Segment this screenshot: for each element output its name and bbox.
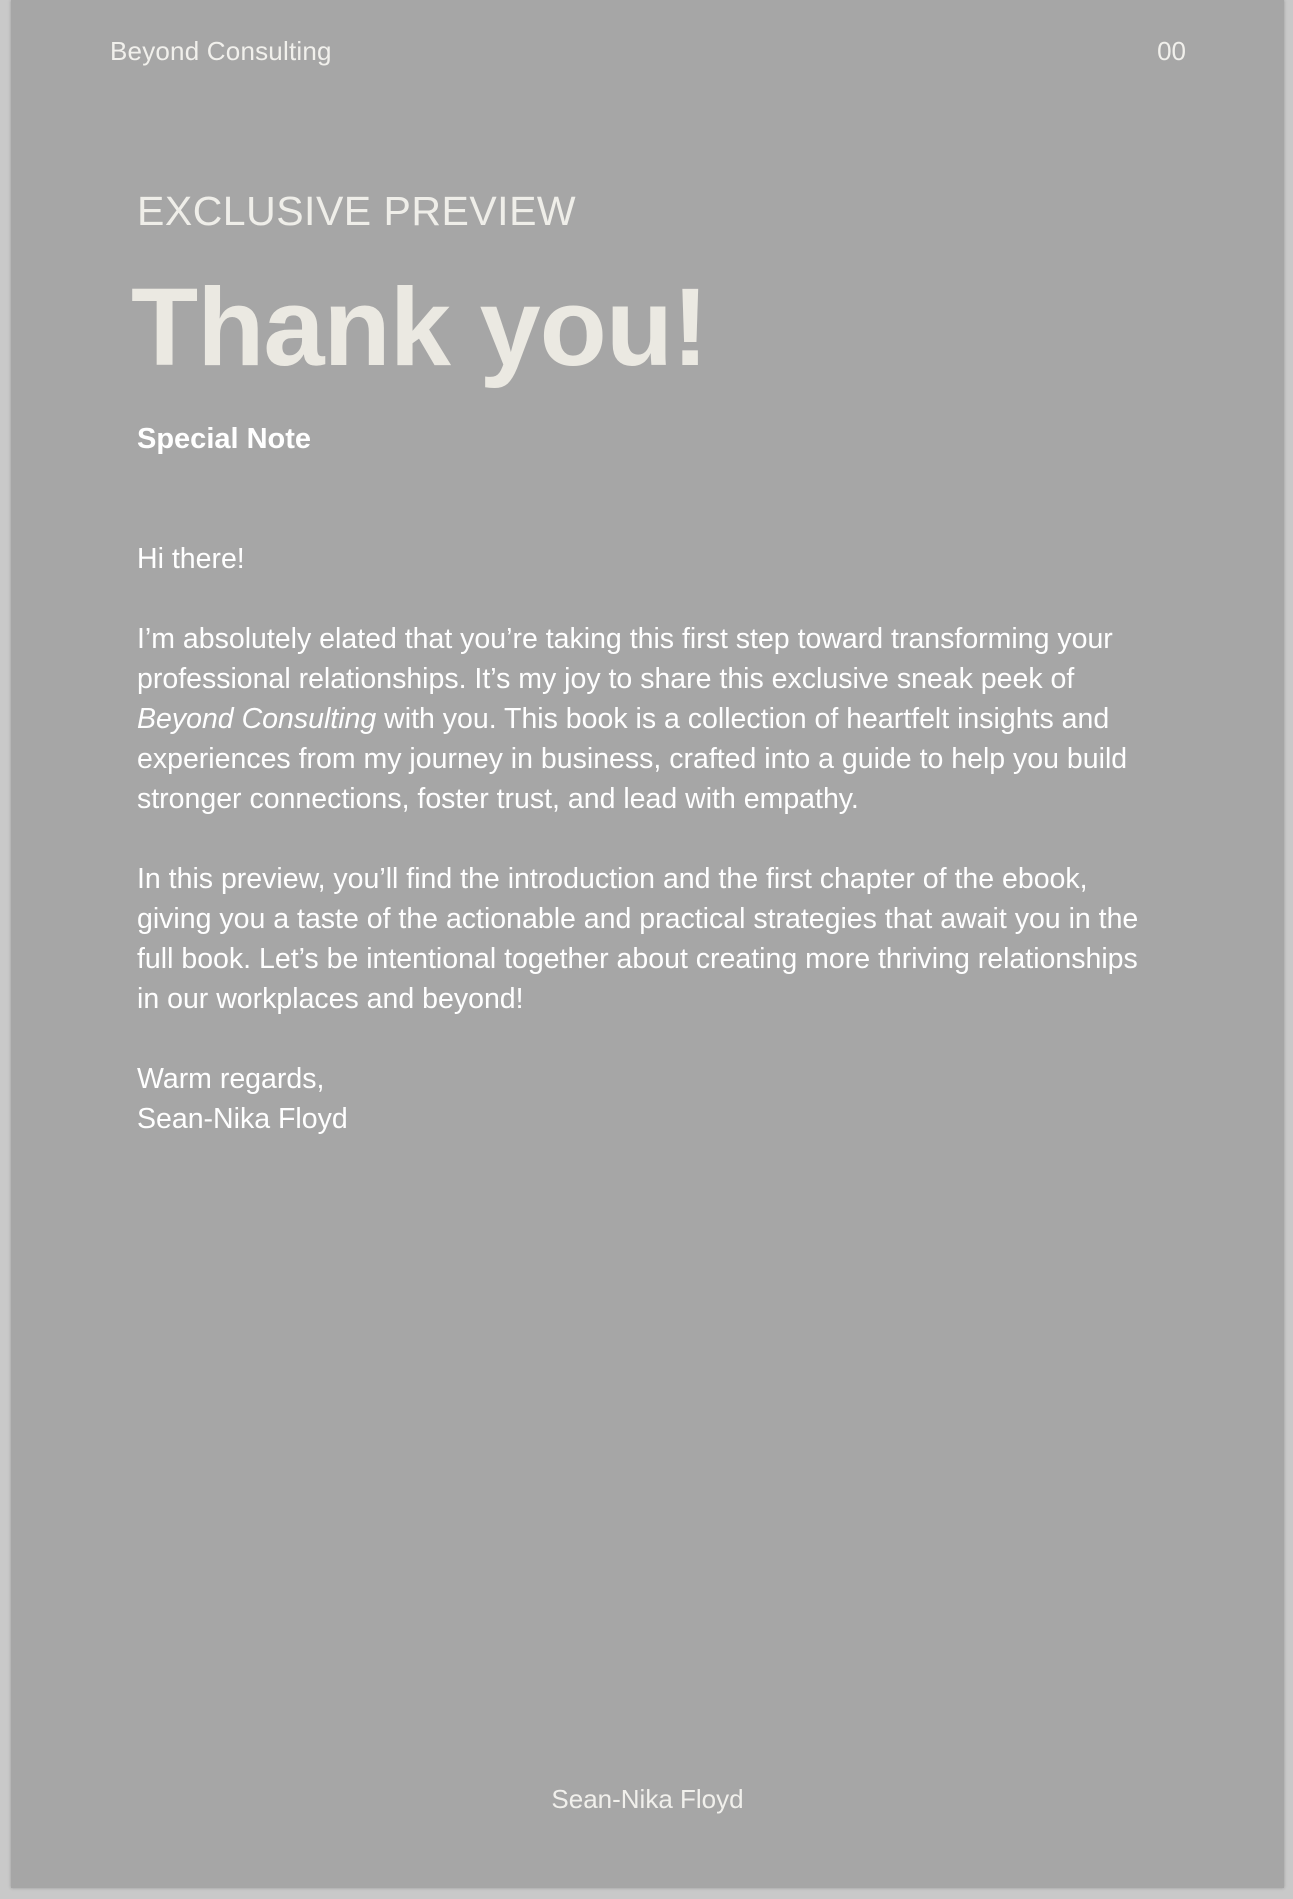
letter-closing bbox=[137, 1059, 1167, 1139]
section-subtitle: Special Note bbox=[137, 423, 312, 455]
paragraph-1-text-end: with you. This book is a collection of heartfelt insights and experiences from my journey in business, crafted into a guide to help you build stronger connections, foster trust, and lead with empathy. bbox=[137, 703, 1128, 815]
letter-greeting: Hi there! bbox=[137, 543, 245, 575]
book-title-italic: Beyond Consulting bbox=[137, 703, 377, 735]
page-title: Thank you! bbox=[131, 266, 708, 389]
letter-signature: Sean-Nika Floyd bbox=[137, 1103, 348, 1135]
letter-paragraph-1 bbox=[137, 619, 1167, 819]
letter-body bbox=[137, 539, 1167, 1139]
letter-signoff: Warm regards, bbox=[137, 1063, 325, 1095]
letter-paragraph-2: In this preview, you’ll find the introduction and the first chapter of the ebook, giving you a taste of the actionable and practical strategies that await you in the full book. Let’s be intentional together about creating more thriving relationships in our workplaces and beyond! bbox=[137, 863, 1139, 1015]
page-footer-author: Sean-Nika Floyd bbox=[551, 1784, 744, 1814]
running-header-title: Beyond Consulting bbox=[110, 36, 332, 66]
page-number: 00 bbox=[1157, 36, 1186, 66]
eyebrow-label: EXCLUSIVE PREVIEW bbox=[137, 188, 577, 234]
paragraph-1-text-start: I’m absolutely elated that you’re taking this first step toward transforming your professional relationships. It’s my joy to share this exclusive sneak peek of bbox=[137, 623, 1113, 695]
ebook-page bbox=[11, 0, 1284, 1888]
